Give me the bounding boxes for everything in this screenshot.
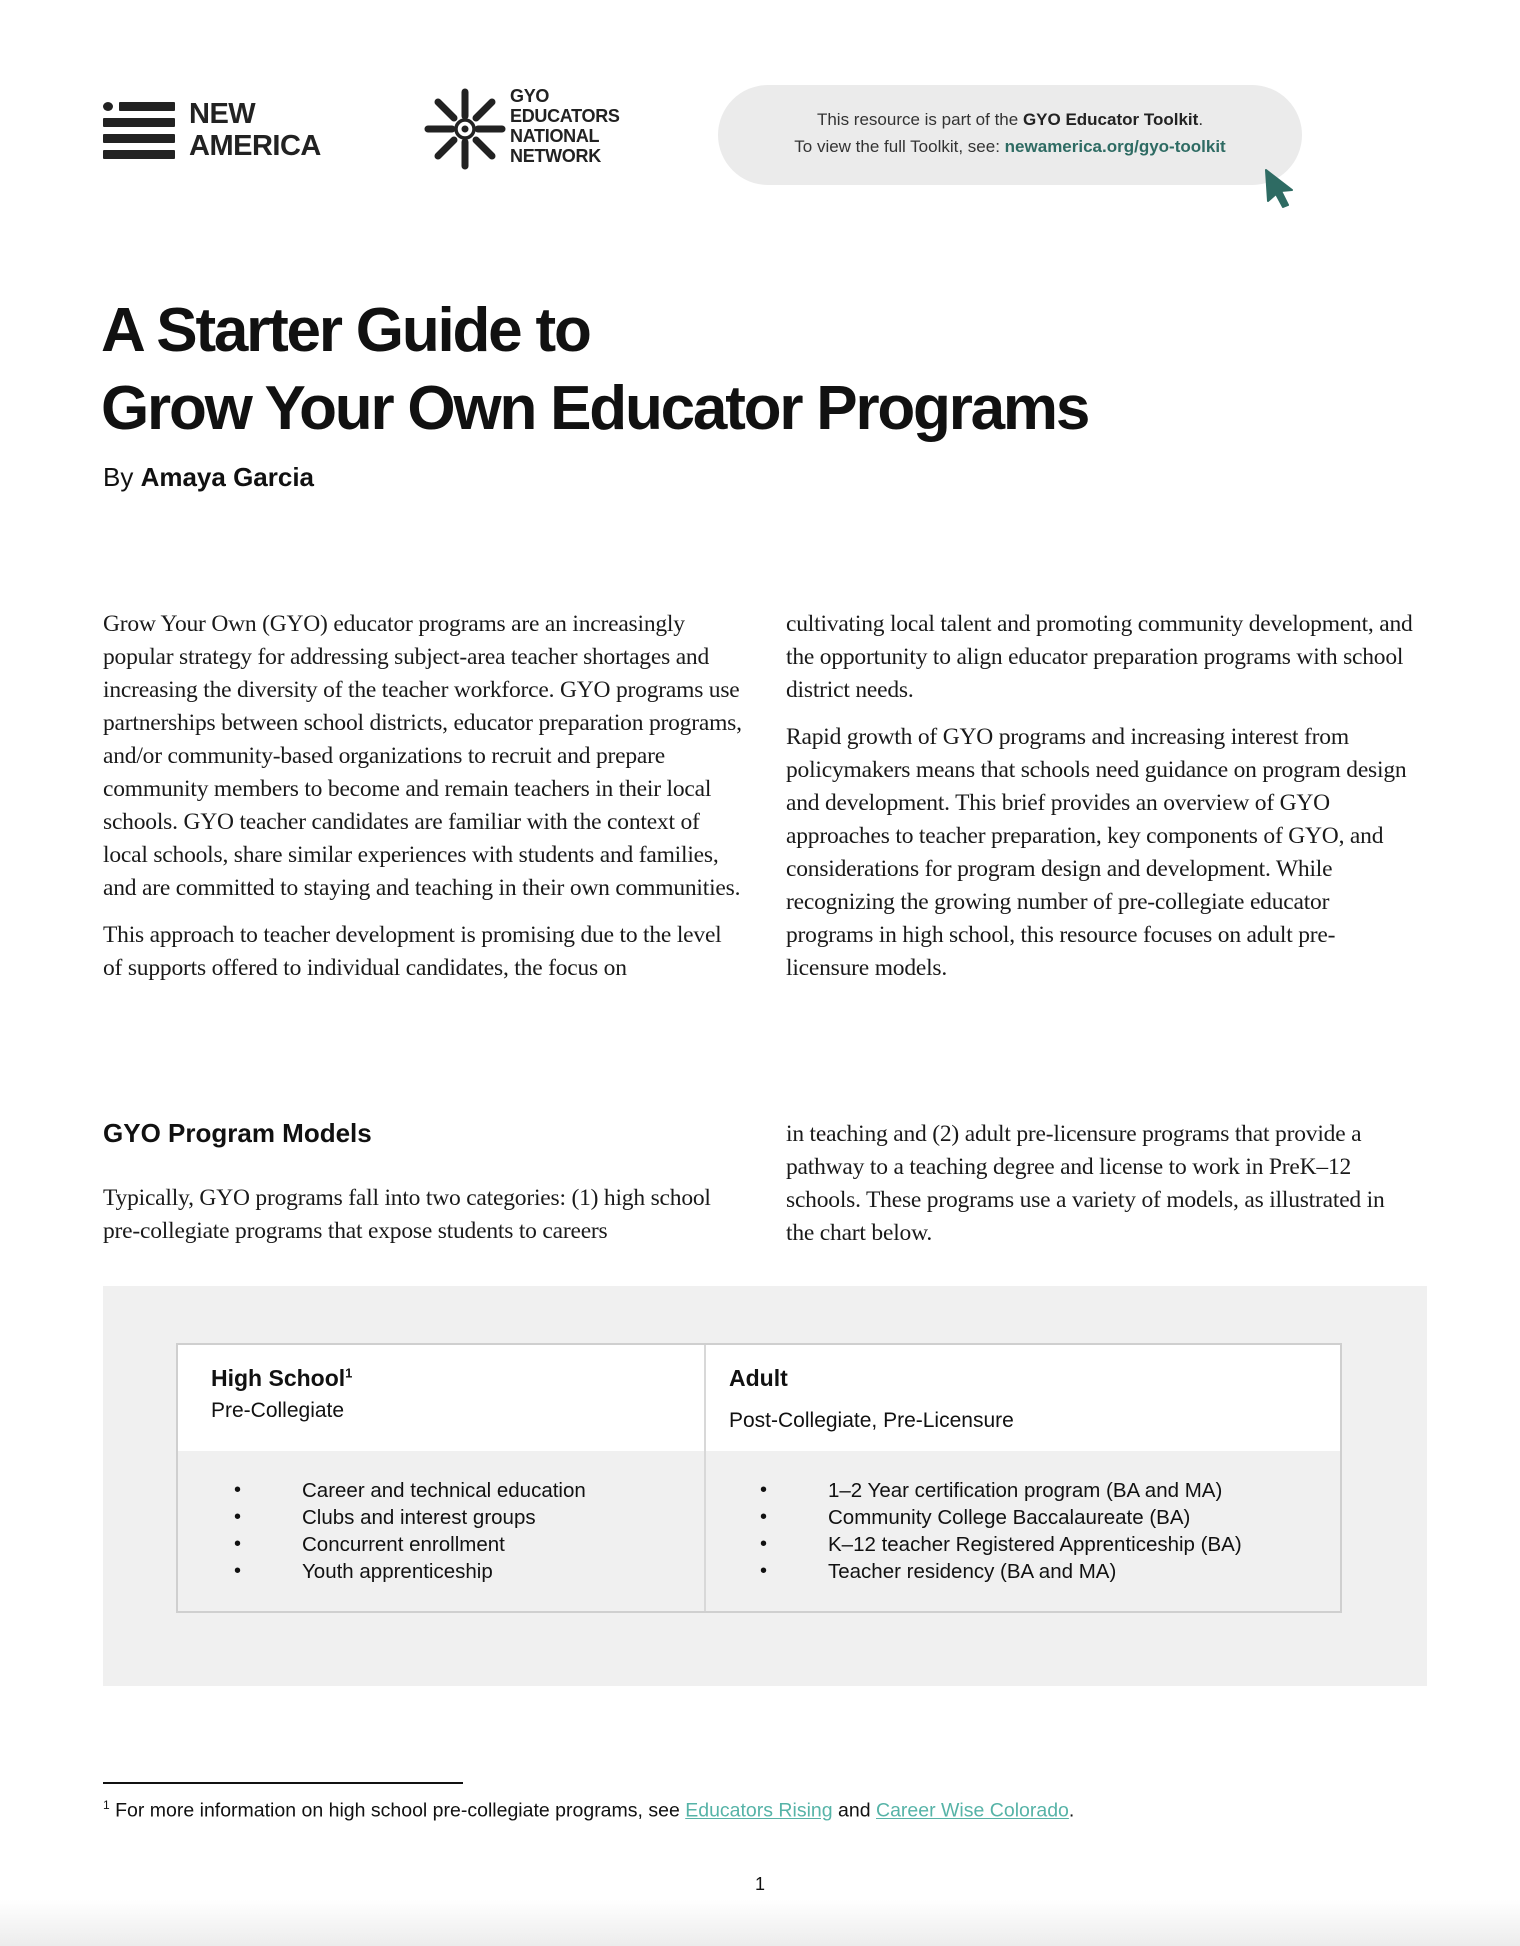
gyo-starburst-icon <box>424 88 506 170</box>
toolkit-callout <box>718 85 1302 185</box>
table-column-divider <box>704 1345 706 1611</box>
models-paragraph: Typically, GYO programs fall into two categories: (1) high school pre-collegiate programs that expose students to careers <box>103 1185 711 1244</box>
career-wise-colorado-link[interactable]: Career Wise Colorado <box>876 1799 1069 1822</box>
toolkit-line-1: This resource is part of the GYO Educator Toolkit. <box>816 110 1204 129</box>
list-item: • Community College Baccalaureate (BA) <box>760 1504 1242 1531</box>
models-column-right <box>786 1118 1416 1264</box>
models-paragraph: in teaching and (2) adult pre-licensure programs that provide a pathway to a teaching degree and license to work in PreK–12 schools. These programs use a variety of models, as illustrated in the chart below. <box>786 1121 1385 1246</box>
page-title: A Starter Guide to Grow Your Own Educator Programs <box>101 296 1089 443</box>
cursor-arrow-icon <box>1262 168 1298 210</box>
models-table <box>176 1343 1342 1613</box>
list-item: • Teacher residency (BA and MA) <box>760 1558 1242 1585</box>
footnote-rule <box>103 1782 463 1784</box>
adult-title: Adult <box>729 1365 788 1391</box>
adult-list <box>760 1477 1242 1585</box>
educators-rising-link[interactable]: Educators Rising <box>685 1799 833 1822</box>
models-table-body <box>178 1451 1340 1611</box>
toolkit-link[interactable]: newamerica.org/gyo-toolkit <box>1004 137 1226 156</box>
list-item: • Youth apprenticeship <box>234 1558 586 1585</box>
new-america-logo <box>103 98 323 162</box>
list-item: • Career and technical education <box>234 1477 586 1504</box>
footnote: $^1$ For more information on high school pre-collegiate programs, see Educators Rising and Career Wise Colorado. <box>103 1798 1075 1822</box>
page-number: 1 <box>754 1874 765 1894</box>
high-school-list <box>234 1477 586 1585</box>
models-table-header <box>178 1345 1340 1453</box>
gyo-wordmark: GYO EDUCATORS NATIONAL NETWORK <box>510 86 620 166</box>
page-bottom-shade <box>0 1900 1520 1946</box>
list-item: • K–12 teacher Registered Apprenticeship (BA) <box>760 1531 1242 1558</box>
new-america-bars-icon <box>103 102 175 160</box>
list-item: • 1–2 Year certification program (BA and MA) <box>760 1477 1242 1504</box>
byline: By Amaya Garcia <box>103 462 315 492</box>
models-column-left <box>103 1182 743 1262</box>
section-heading: GYO Program Models <box>103 1118 372 1148</box>
high-school-subtitle: Pre-Collegiate <box>211 1399 345 1422</box>
intro-paragraph: Grow Your Own (GYO) educator programs are an increasingly popular strategy for addressing subject-area teacher shortages and increasing the diversity of the teacher workforce. GYO programs use partnerships between school districts, educator preparation programs, and/or community-based organizations to recruit and prepare community members to become and remain teachers in their local schools. GYO teacher candidates are familiar with the context of local schools, share similar experiences with students and families, and are committed to staying and teaching in their own communities. <box>103 611 742 901</box>
adult-subtitle: Post-Collegiate, Pre-Licensure <box>729 1409 1014 1432</box>
high-school-title: High School$^1$ <box>211 1365 353 1391</box>
intro-paragraph: This approach to teacher development is promising due to the level of supports offered to individual candidates, the focus on <box>103 922 722 981</box>
author-name: Amaya Garcia <box>140 462 315 492</box>
intro-column-right <box>786 608 1416 999</box>
list-item: • Clubs and interest groups <box>234 1504 586 1531</box>
list-item: • Concurrent enrollment <box>234 1531 586 1558</box>
intro-paragraph: cultivating local talent and promoting community development, and the opportunity to align educator preparation programs with school district needs. <box>786 611 1413 703</box>
new-america-wordmark: NEW AMERICA <box>189 98 321 162</box>
toolkit-line-2: To view the full Toolkit, see: newamerica.org/gyo-toolkit <box>794 137 1226 156</box>
intro-paragraph: Rapid growth of GYO programs and increasing interest from policymakers means that schools need guidance on program design and development. This brief provides an overview of GYO approaches to teacher preparation, key components of GYO, and considerations for program design and development. While recognizing the growing number of pre-collegiate educator programs in high school, this resource focuses on adult pre-licensure models. <box>786 724 1407 981</box>
intro-column-left <box>103 608 743 999</box>
gyo-network-logo <box>424 86 634 172</box>
